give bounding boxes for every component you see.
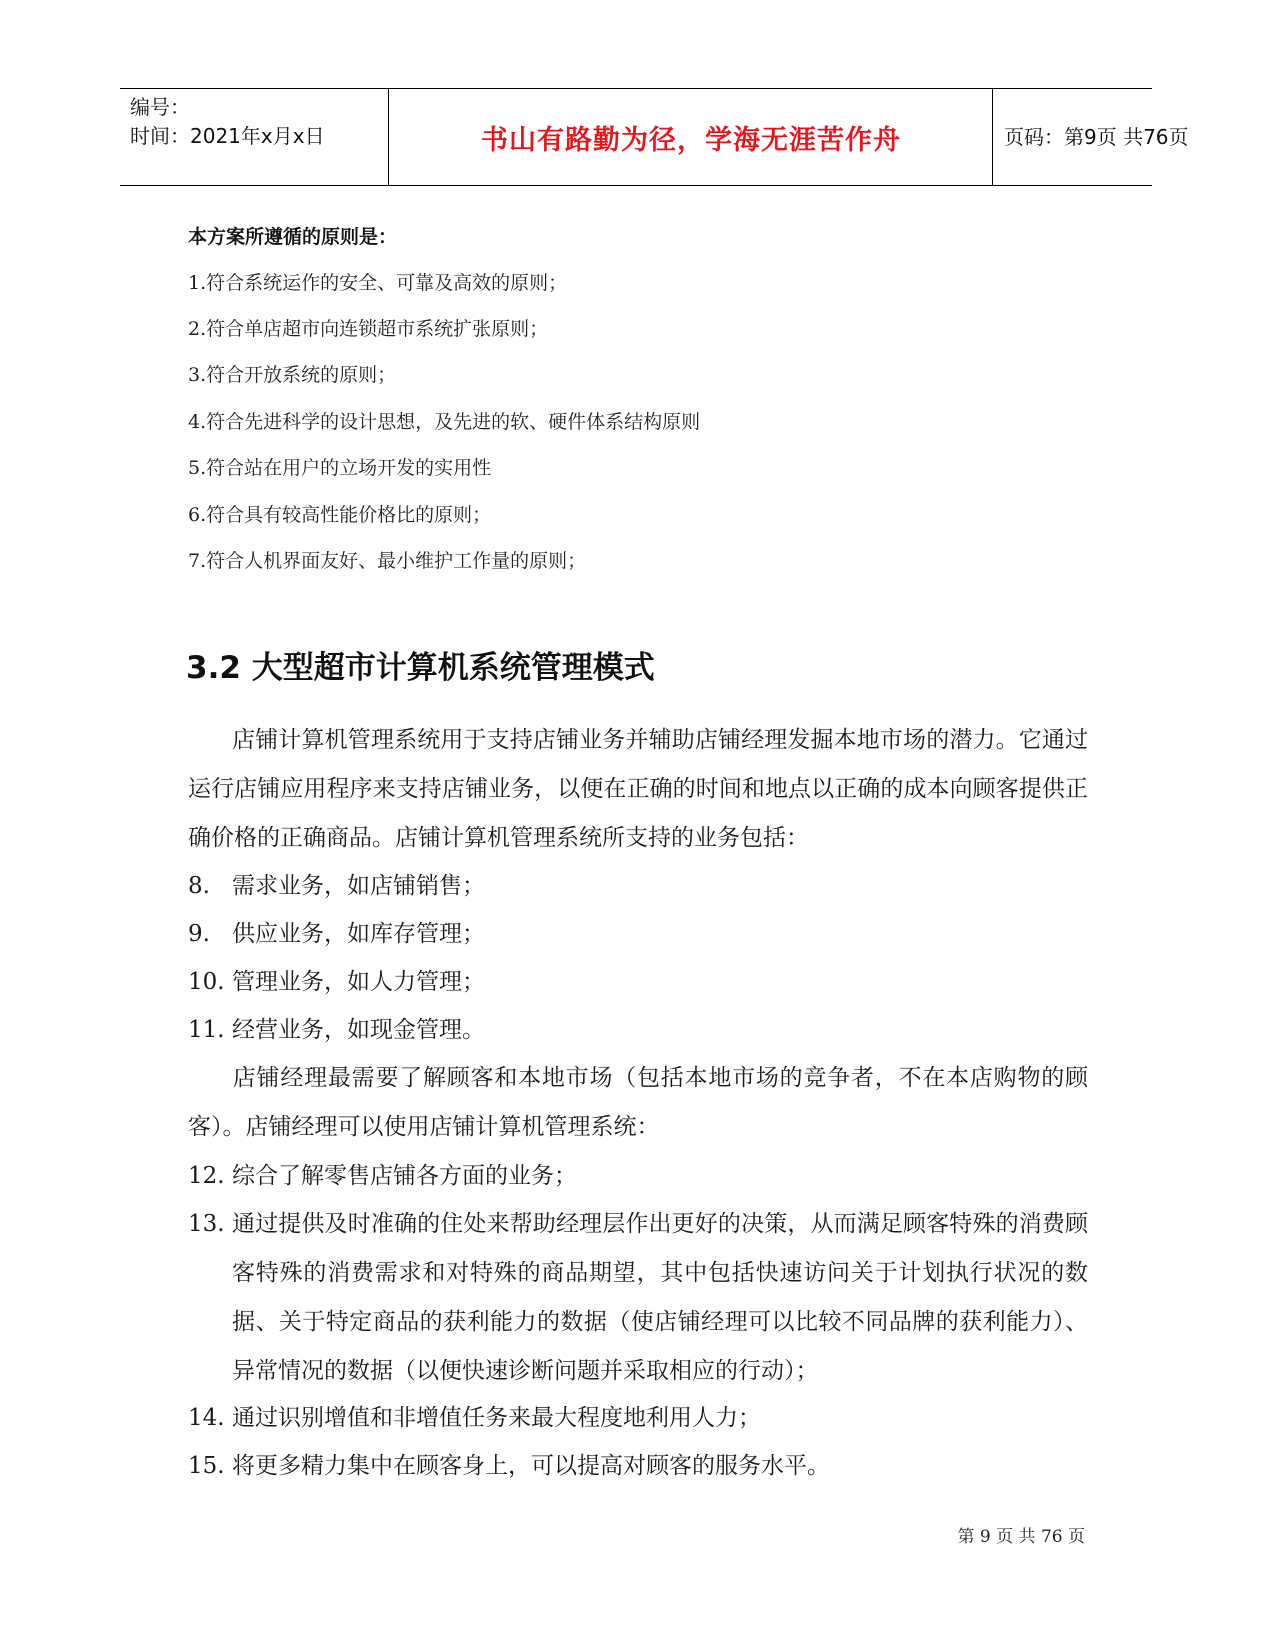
- list-number: 13.: [188, 1211, 225, 1237]
- principle-item: 3.符合开放系统的原则；: [188, 364, 397, 386]
- list-number: 15.: [188, 1453, 225, 1479]
- principle-item: 5.符合站在用户的立场开发的实用性: [188, 457, 492, 479]
- list-text: 管理业务，如人力管理；: [232, 969, 485, 995]
- list-number: 11.: [188, 1017, 225, 1043]
- list-text: 通过提供及时准确的住处来帮助经理层作出更好的决策，从而满足顾客特殊的消费顾客特殊的消费需求和对特殊的商品期望，其中包括快速访问关于计划执行状况的数据、关于特定商品的获利能力的数据（使店铺经理可以比较不同品牌的获利能力）、异常情况的数据（以便快速诊断问题并采取相应的行动）；: [232, 1211, 1088, 1384]
- principle-item: 4.符合先进科学的设计思想，及先进的软、硬件体系结构原则: [188, 411, 701, 433]
- slogan: 书山有路勤为径，学海无涯苦作舟: [481, 124, 901, 156]
- page-number-label: 页码：第9页 共76页: [1004, 125, 1189, 149]
- list-number: 14.: [188, 1405, 225, 1431]
- principle-item: 7.符合人机界面友好、最小维护工作量的原则；: [188, 550, 587, 572]
- document-header: [120, 88, 1189, 186]
- page-footer: 第 9 页 共 76 页: [957, 1527, 1085, 1547]
- paragraph-text: 店铺经理最需要了解顾客和本地市场（包括本地市场的竞争者，不在本店购物的顾客）。店铺经理可以使用店铺计算机管理系统：: [188, 1065, 1088, 1140]
- principle-item: 6.符合具有较高性能价格比的原则；: [188, 504, 492, 526]
- paragraph-text: 店铺计算机管理系统用于支持店铺业务并辅助店铺经理发掘本地市场的潜力。它通过运行店铺应用程序来支持店铺业务，以便在正确的时间和地点以正确的成本向顾客提供正确价格的正确商品。店铺计算机管理系统所支持的业务包括：: [188, 727, 1088, 851]
- header-middle-cell: [390, 89, 993, 185]
- list-number: 9.: [188, 921, 210, 947]
- list-text: 通过识别增值和非增值任务来最大程度地利用人力；: [232, 1405, 761, 1431]
- list-text: 供应业务，如库存管理；: [232, 921, 485, 947]
- list-number: 8.: [188, 873, 210, 899]
- list-text: 需求业务，如店铺销售；: [232, 873, 485, 899]
- list-number: 12.: [188, 1163, 225, 1189]
- list-text: 经营业务，如现金管理。: [232, 1017, 485, 1043]
- list-text: 综合了解零售店铺各方面的业务；: [232, 1163, 577, 1189]
- principle-item: 2.符合单店超市向连锁超市系统扩张原则；: [188, 318, 549, 340]
- section-heading: 3.2 大型超市计算机系统管理模式: [186, 650, 655, 686]
- principles-title: 本方案所遵循的原则是：: [188, 226, 398, 248]
- paragraph: [188, 716, 1088, 863]
- date-label: 时间：2021年x月x日: [130, 124, 325, 148]
- header-left-cell: [120, 89, 389, 185]
- list-number: 10.: [188, 969, 225, 995]
- paragraph: [188, 1054, 1088, 1152]
- header-right-cell: [994, 89, 1189, 185]
- serial-number-label: 编号：: [130, 95, 190, 119]
- list-text: 将更多精力集中在顾客身上，可以提高对顾客的服务水平。: [232, 1453, 830, 1479]
- principle-item: 1.符合系统运作的安全、可靠及高效的原则；: [188, 272, 568, 294]
